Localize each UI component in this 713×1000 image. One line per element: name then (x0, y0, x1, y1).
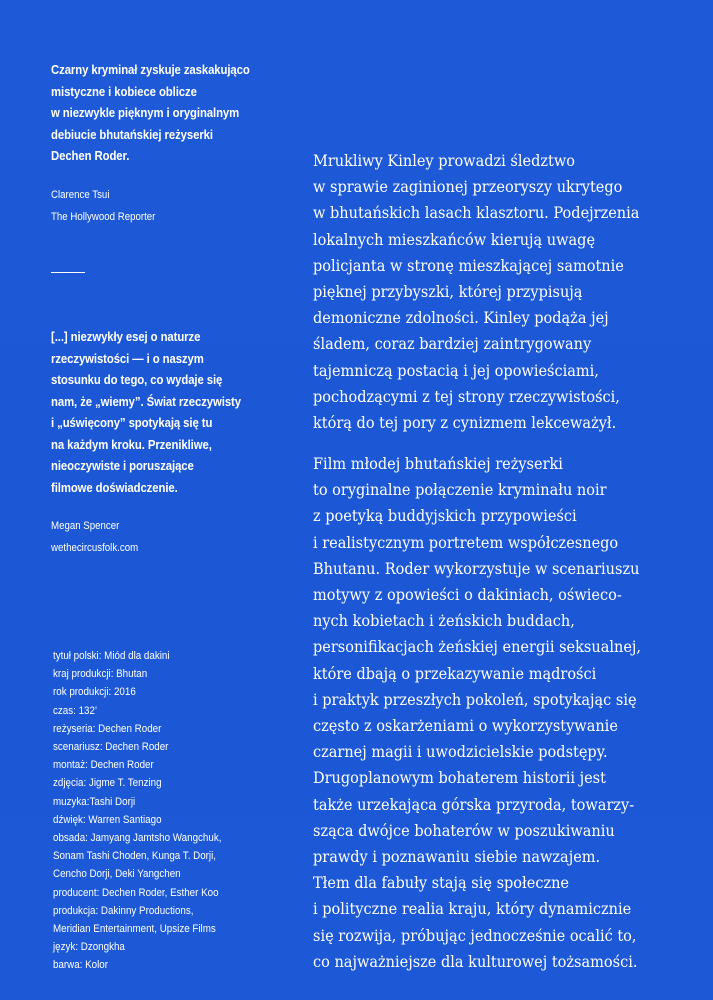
quote-line: mistyczne i kobiece oblicze (51, 83, 197, 99)
synopsis-line: demoniczne zdolności. Kinley podąża jej (313, 309, 609, 328)
synopsis-line: śladem, coraz bardziej zaintrygowany (313, 335, 592, 354)
credit-line: muzyka:Tashi Dorji (53, 795, 136, 808)
synopsis-line: Mrukliwy Kinley prowadzi śledztwo (313, 152, 575, 170)
synopsis-line: lokalnych mieszkańców kierują uwagę (313, 230, 596, 249)
review-2-source: wethecircusfolk.com (51, 542, 139, 554)
quote-line: filmowe doświadczenie. (51, 479, 178, 495)
credit-line: język: Dzongkha (53, 941, 125, 954)
quote-line: na każdym kroku. Przenikliwe, (51, 436, 212, 452)
synopsis-line: nych kobietach i żeńskich buddach, (313, 612, 575, 631)
synopsis-line: Tłem dla fabuły stają się społeczne (313, 874, 570, 893)
credit-line: dźwięk: Warren Santiago (53, 813, 162, 826)
film-credits (53, 647, 311, 975)
credit-line: reżyseria: Dechen Roder (53, 722, 162, 735)
review-1 (51, 59, 291, 167)
synopsis-line: Film młodej bhutańskiej reżyserki (313, 455, 563, 473)
quote-line: Dechen Roder. (51, 148, 130, 163)
synopsis-line: w sprawie zaginionej przeoryszy ukrytego (313, 178, 623, 197)
synopsis-line: to oryginalne połączenie kryminału noir (313, 481, 607, 500)
credit-line: obsada: Jamyang Jamtsho Wangchuk, (53, 832, 222, 845)
synopsis-line: i praktyk przeszłych pokoleń, spotykając się (313, 690, 637, 709)
review-1-quote (51, 59, 275, 167)
credit-line: producent: Dechen Roder, Esther Koo (53, 886, 219, 899)
quote-line: stosunku do tego, co wydaje się (51, 372, 223, 387)
credit-line: scenariusz: Dechen Roder (53, 741, 169, 754)
synopsis-line: się rozwija, próbując jednocześnie ocalić to, (313, 926, 637, 945)
synopsis-line: pochodzącymi z tej strony rzeczywistości, (313, 387, 620, 406)
quote-line: Czarny kryminał zyskuje zaskakująco (51, 62, 250, 77)
review-2-quote (51, 326, 275, 498)
review-2 (51, 326, 291, 498)
credit-line: zdjęcia: Jigme T. Tenzing (53, 777, 162, 790)
synopsis-line: i realistycznym portretem współczesnego (313, 533, 619, 552)
synopsis-line: sząca dwójce bohaterów w poszukiwaniu (313, 821, 615, 840)
review-1-author: Clarence Tsui (51, 189, 110, 201)
quote-line: [...] niezwykły esej o naturze (51, 329, 201, 344)
synopsis-line: Bhutanu. Roder wykorzystuje w scenariuszu (313, 559, 640, 578)
credit-line: Cencho Dorji, Deki Yangchen (53, 868, 181, 881)
credit-line: barwa: Kolor (53, 959, 108, 972)
synopsis-line: które dbają o przekazywanie mądrości (313, 664, 597, 683)
quote-line: nieoczywiste i poruszające (51, 458, 194, 473)
synopsis-line: prawdy i poznawaniu siebie nawzajem. (313, 848, 601, 867)
quote-line: w niezwykle pięknym i oryginalnym (51, 105, 240, 120)
credit-line: tytuł polski: Miód dla dakini (53, 650, 170, 662)
credit-line: Meridian Entertainment, Upsize Films (53, 923, 216, 936)
quote-line: nam, że „wiemy”. Świat rzeczywisty (51, 393, 241, 409)
synopsis-paragraph-1 (313, 148, 671, 436)
synopsis-line: czarnej magii i uwodzicielskie podstępy. (313, 743, 608, 762)
review-1-citation (51, 184, 262, 228)
synopsis-line: także urzekająca górska przyroda, towarzy- (313, 795, 635, 814)
synopsis-line: policjanta w stronę mieszkającej samotnie (313, 256, 624, 275)
credit-line: czas: 132’ (53, 704, 98, 717)
review-2-author: Megan Spencer (51, 520, 120, 532)
synopsis-line: co najważniejsze dla kulturowej tożsamości. (313, 952, 638, 971)
credit-line: montaż: Dechen Roder (53, 759, 154, 772)
synopsis-line: często z oskarżeniami o wykorzystywanie (313, 717, 618, 736)
credit-line: rok produkcji: 2016 (53, 686, 136, 699)
synopsis-paragraph-2 (313, 451, 671, 975)
quote-line: debiucie bhutańskiej reżyserki (51, 126, 213, 142)
review-1-source: The Hollywood Reporter (51, 211, 156, 223)
quote-line: i „uświęcony” spotykają się tu (51, 415, 213, 430)
synopsis-line: którą do tej pory z cynizmem lekceważył. (313, 414, 617, 433)
synopsis-line: personifikacjach żeńskiej energii seksualnej, (313, 638, 642, 657)
synopsis-line: tajemniczą postacią i jej opowieściami, (313, 361, 599, 380)
credit-line: Sonam Tashi Choden, Kunga T. Dorji, (53, 850, 217, 863)
review-2-citation (51, 515, 262, 559)
section-divider (51, 272, 85, 273)
quote-line: rzeczywistości — i o naszym (51, 350, 204, 366)
credit-line: kraj produkcji: Bhutan (53, 668, 148, 681)
credit-line: produkcja: Dakinny Productions, (53, 904, 194, 917)
synopsis-line: i polityczne realia kraju, który dynamicznie (313, 900, 632, 919)
synopsis-line: pięknej przybyszki, której przypisują (313, 283, 583, 302)
synopsis-line: motywy z opowieści o dakiniach, oświeco- (313, 586, 622, 605)
synopsis-line: Drugoplanowym bohaterem historii jest (313, 769, 606, 788)
synopsis-line: z poetyką buddyjskich przypowieści (313, 507, 577, 526)
synopsis-line: w bhutańskich lasach klasztoru. Podejrzenia (313, 204, 640, 223)
